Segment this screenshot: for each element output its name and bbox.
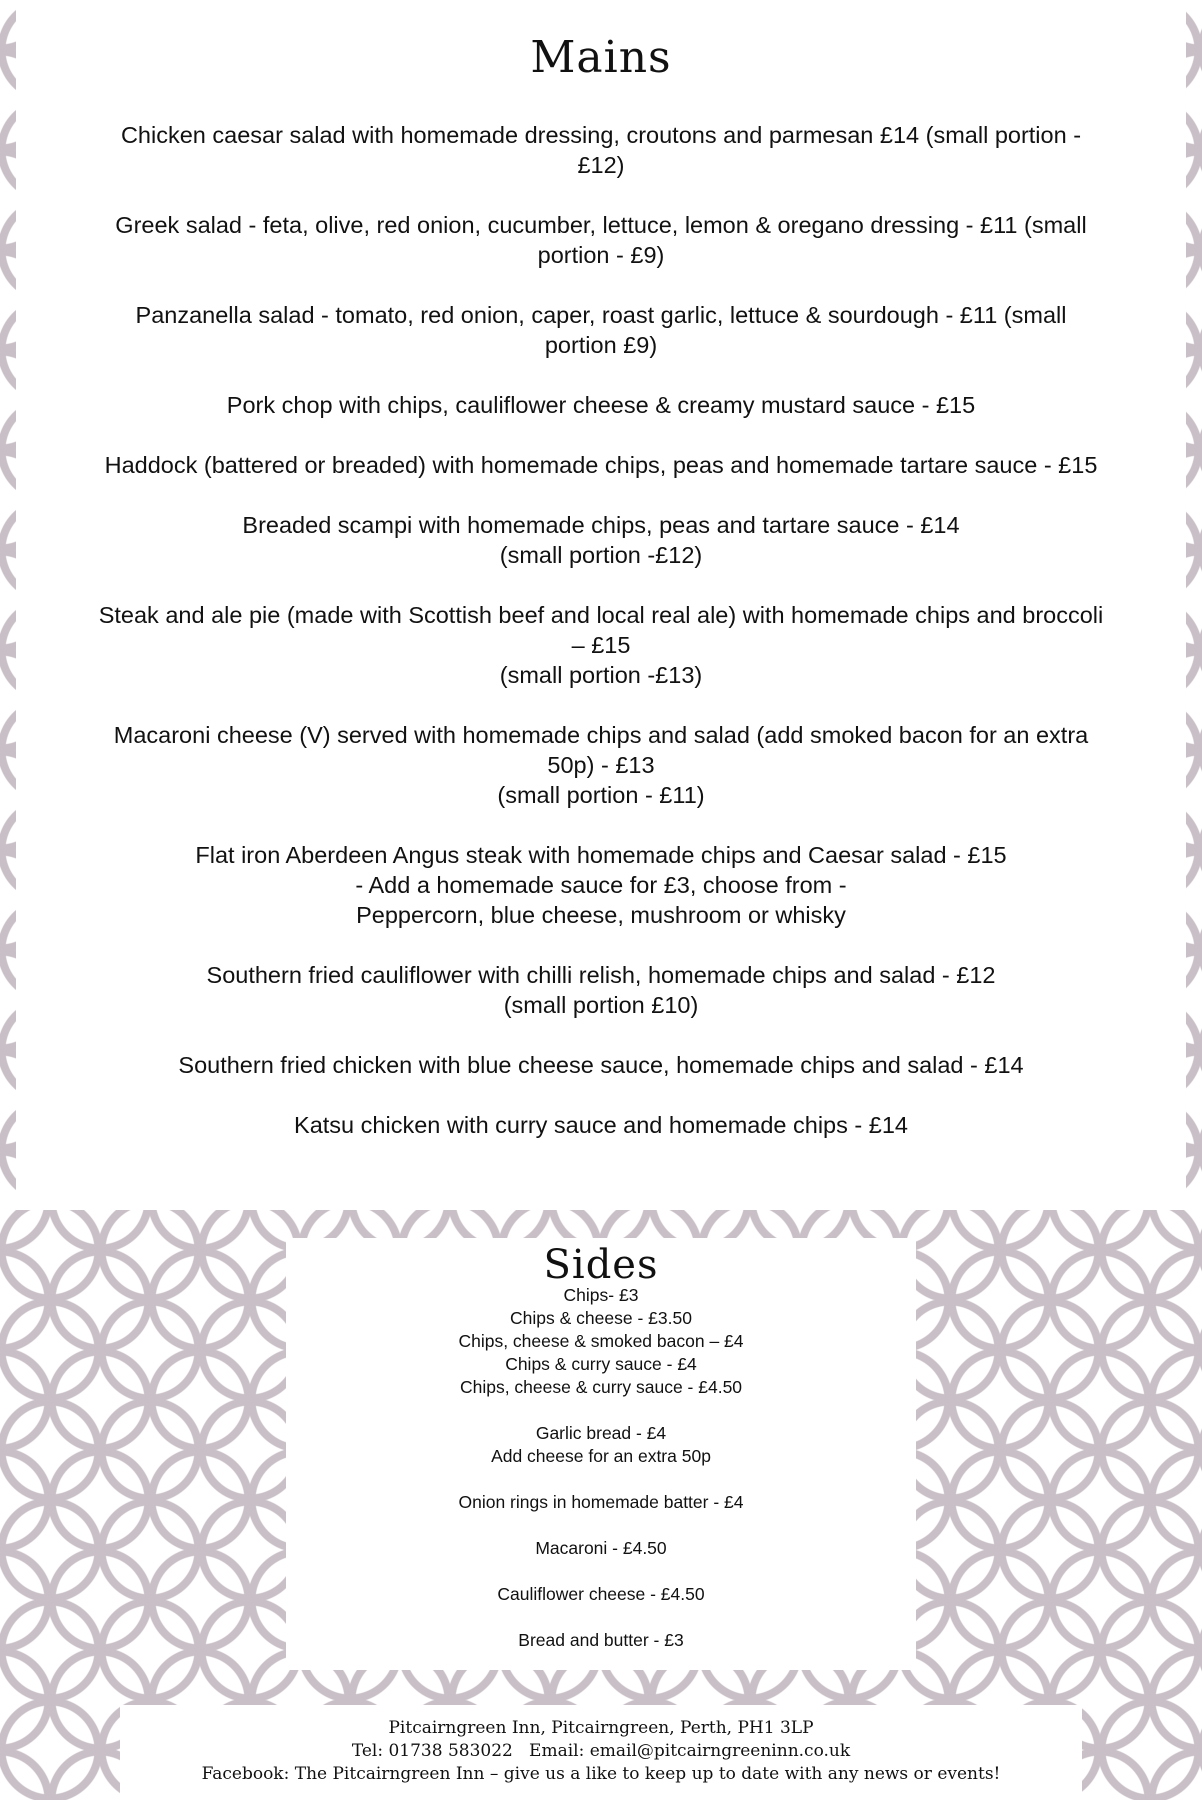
mains-list [16,120,1186,1140]
sides-list [286,1284,916,1652]
mains-panel [16,0,1186,1210]
menu-item: Flat iron Aberdeen Angus steak with homemade chips and Caesar salad - £15 - Add a homemade sauce for £3, choose from - Peppercorn, blue cheese, mushroom or whisky [195,842,1007,928]
menu-item: Greek salad - feta, olive, red onion, cucumber, lettuce, lemon & oregano dressing - £11 (small portion - £9) [115,212,1087,268]
menu-item: Breaded scampi with homemade chips, peas and tartare sauce - £14 (small portion -£12) [242,512,960,568]
footer-contact: Tel: 01738 583022 Email: email@pitcairngreeninn.co.uk [351,1741,851,1761]
footer-facebook: Facebook: The Pitcairngreen Inn – give us a like to keep up to date with any news or events! [201,1764,1001,1784]
menu-item: Chicken caesar salad with homemade dressing, croutons and parmesan £14 (small portion - £12) [120,122,1082,178]
menu-item: Pork chop with chips, cauliflower cheese & creamy mustard sauce - £15 [226,392,976,418]
sides-panel [286,1238,916,1670]
menu-item: Steak and ale pie (made with Scottish beef and local real ale) with homemade chips and broccoli – £15 (small portion -£13) [98,602,1104,688]
sides-title: Sides [543,1242,659,1288]
sides-group: Chips- £3 Chips & cheese - £3.50 Chips, cheese & smoked bacon – £4 Chips & curry sauce - £4 Chips, cheese & curry sauce - £4.50 [458,1285,744,1397]
sides-group: Garlic bread - £4 Add cheese for an extra 50p [491,1423,711,1466]
sides-group: Bread and butter - £3 [518,1630,684,1650]
menu-item: Southern fried cauliflower with chilli relish, homemade chips and salad - £12 (small portion £10) [206,962,996,1018]
menu-item: Katsu chicken with curry sauce and homemade chips - £14 [294,1112,908,1138]
menu-item: Haddock (battered or breaded) with homemade chips, peas and homemade tartare sauce - £15 [104,452,1098,478]
sides-group: Cauliflower cheese - £4.50 [497,1584,705,1604]
footer-address: Pitcairngreen Inn, Pitcairngreen, Perth, PH1 3LP [388,1718,814,1738]
mains-title: Mains [530,32,672,83]
sides-group: Onion rings in homemade batter - £4 [458,1492,744,1512]
menu-item: Panzanella salad - tomato, red onion, caper, roast garlic, lettuce & sourdough - £11 (small portion £9) [135,302,1067,358]
footer-panel [120,1705,1082,1800]
menu-item: Southern fried chicken with blue cheese sauce, homemade chips and salad - £14 [178,1052,1024,1078]
menu-item: Macaroni cheese (V) served with homemade chips and salad (add smoked bacon for an extra 50p) - £13 (small portion - £11) [113,722,1089,808]
sides-group: Macaroni - £4.50 [535,1538,667,1558]
